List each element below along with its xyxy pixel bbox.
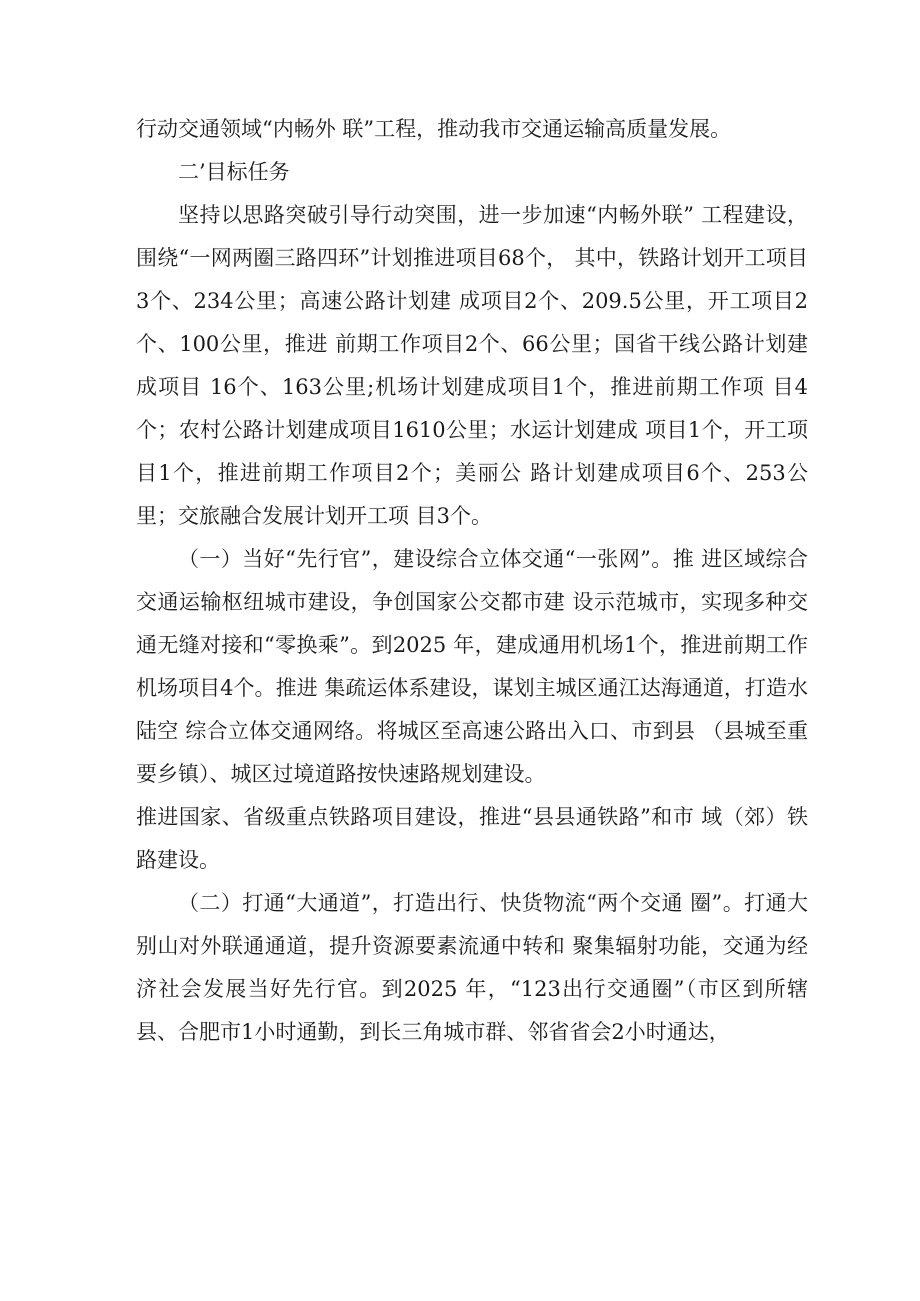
paragraph-section-one: （一）当好“先行官”，建设综合立体交通“一张网”。推 进区域综合交通运输枢纽城市建设，争创国家公交都市建 设示范城市，实现多种交通无缝对接和“零换乘”。到2025 年，建成通用机场1个，推进前期工作机场项目4个。推进 集疏运体系建设，谋划主城区通江达海通道，打造水陆空 综合立体交通网络。将城区至高速公路出入口、市到县 （县城至重要乡镇）、城区过境道路按快速路规划建设。 [136, 547, 808, 786]
paragraph-railway: 推进国家、省级重点铁路项目建设，推进“县县通铁路”和市 域（郊）铁路建设。 [136, 805, 808, 872]
paragraph-section-two: （二）打通“大通道”，打造出行、快货物流“两个交通 圈”。打通大别山对外联通通道，提升资源要素流通中转和 聚集辐射功能，交通为经济社会发展当好先行官。到2025 年，“123出行交通圈”（市区到所辖县、合肥市1小时通勤，到长三角城市群、邻省省会2小时通达， [136, 891, 808, 1044]
document-body [136, 108, 808, 1054]
paragraph-targets: 坚持以思路突破引导行动突围，进一步加速“内畅外联” 工程建设，围绕“一网两圈三路四环”计划推进项目68个， 其中，铁路计划开工项目3个、234公里；高速公路计划建 成项目2个、209.5公里，开工项目2个、100公里，推进 前期工作项目2个、66公里；国省干线公路计划建成项目 16个、163公里;机场计划建成项目1个，推进前期工作项 目4个；农村公路计划建成项目1610公里；水运计划建成 项目1个，开工项目1个，推进前期工作项目2个；美丽公 路计划建成项目6个、253公里；交旅融合发展计划开工项 目3个。 [136, 203, 808, 528]
section-heading-goals: 二’目标任务 [178, 160, 290, 184]
paragraph-continuation: 行动交通领域“内畅外 联”工程，推动我市交通运输高质量发展。 [136, 117, 732, 141]
